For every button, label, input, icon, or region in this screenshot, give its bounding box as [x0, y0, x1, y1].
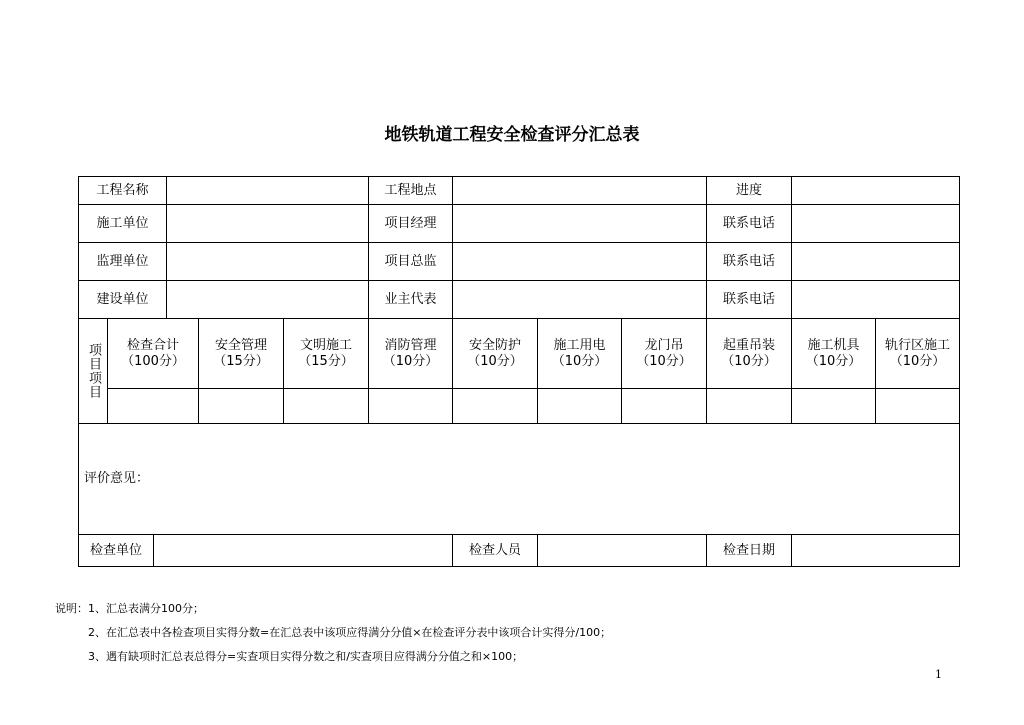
label-inspection-unit: 检查单位 [78, 534, 154, 567]
value-owner-representative[interactable] [452, 280, 707, 319]
value-construction-unit[interactable] [166, 204, 369, 243]
score-col-safety-management: 安全管理 （15分） [198, 318, 284, 389]
value-progress[interactable] [791, 176, 960, 205]
value-inspection-date[interactable] [791, 534, 960, 567]
label-progress: 进度 [706, 176, 792, 205]
evaluation-label: 评价意见： [84, 471, 150, 486]
value-inspection-unit[interactable] [153, 534, 453, 567]
score-value-safety-management[interactable] [198, 388, 284, 424]
score-value-track-area[interactable] [875, 388, 960, 424]
value-owner-unit[interactable] [166, 280, 369, 319]
score-value-fire-management[interactable] [368, 388, 453, 424]
label-project-location: 工程地点 [368, 176, 453, 205]
note-3: 3、遇有缺项时汇总表总得分=实查项目实得分数之和/实查项目应得满分分值之和×100； [88, 650, 524, 663]
label-contact-phone: 联系电话 [706, 242, 792, 281]
score-value-lifting[interactable] [706, 388, 792, 424]
value-project-location[interactable] [452, 176, 707, 205]
value-project-manager[interactable] [452, 204, 707, 243]
label-inspector: 检查人员 [452, 534, 538, 567]
score-col-electricity: 施工用电 （10分） [537, 318, 622, 389]
score-value-total[interactable] [107, 388, 199, 424]
value-supervision-unit[interactable] [166, 242, 369, 281]
label-contact-phone: 联系电话 [706, 204, 792, 243]
score-col-safety-protection: 安全防护 （10分） [452, 318, 538, 389]
score-value-safety-protection[interactable] [452, 388, 538, 424]
label-owner-unit: 建设单位 [78, 280, 167, 319]
label-project-manager: 项目经理 [368, 204, 453, 243]
value-contact-phone[interactable] [791, 204, 960, 243]
score-col-track-area: 轨行区施工 （10分） [875, 318, 960, 389]
score-value-electricity[interactable] [537, 388, 622, 424]
score-col-civilized-construction: 文明施工 （15分） [283, 318, 369, 389]
label-inspection-date: 检查日期 [706, 534, 792, 567]
score-col-gantry-crane: 龙门吊 （10分） [621, 318, 707, 389]
score-col-fire-management: 消防管理 （10分） [368, 318, 453, 389]
label-contact-phone: 联系电话 [706, 280, 792, 319]
value-inspector[interactable] [537, 534, 707, 567]
score-value-civilized-construction[interactable] [283, 388, 369, 424]
score-value-gantry-crane[interactable] [621, 388, 707, 424]
label-project-name: 工程名称 [78, 176, 167, 205]
evaluation-section[interactable] [78, 423, 960, 535]
note-1: 说明：1、汇总表满分100分； [55, 602, 204, 615]
value-project-name[interactable] [166, 176, 369, 205]
item-header-label: 项目项目 [86, 343, 101, 399]
item-header [78, 318, 108, 424]
score-col-lifting: 起重吊装 （10分） [706, 318, 792, 389]
note-2: 2、在汇总表中各检查项目实得分数=在汇总表中该项应得满分分值×在检查评分表中该项合计实得分/100； [88, 626, 612, 639]
score-col-machinery: 施工机具 （10分） [791, 318, 876, 389]
page-number: 1 [935, 668, 942, 681]
value-contact-phone[interactable] [791, 280, 960, 319]
label-construction-unit: 施工单位 [78, 204, 167, 243]
label-supervision-unit: 监理单位 [78, 242, 167, 281]
value-chief-supervisor[interactable] [452, 242, 707, 281]
label-chief-supervisor: 项目总监 [368, 242, 453, 281]
label-owner-representative: 业主代表 [368, 280, 453, 319]
score-value-machinery[interactable] [791, 388, 876, 424]
document-title: 地铁轨道工程安全检查评分汇总表 [384, 125, 640, 145]
value-contact-phone[interactable] [791, 242, 960, 281]
score-col-total: 检查合计 （100分） [107, 318, 199, 389]
